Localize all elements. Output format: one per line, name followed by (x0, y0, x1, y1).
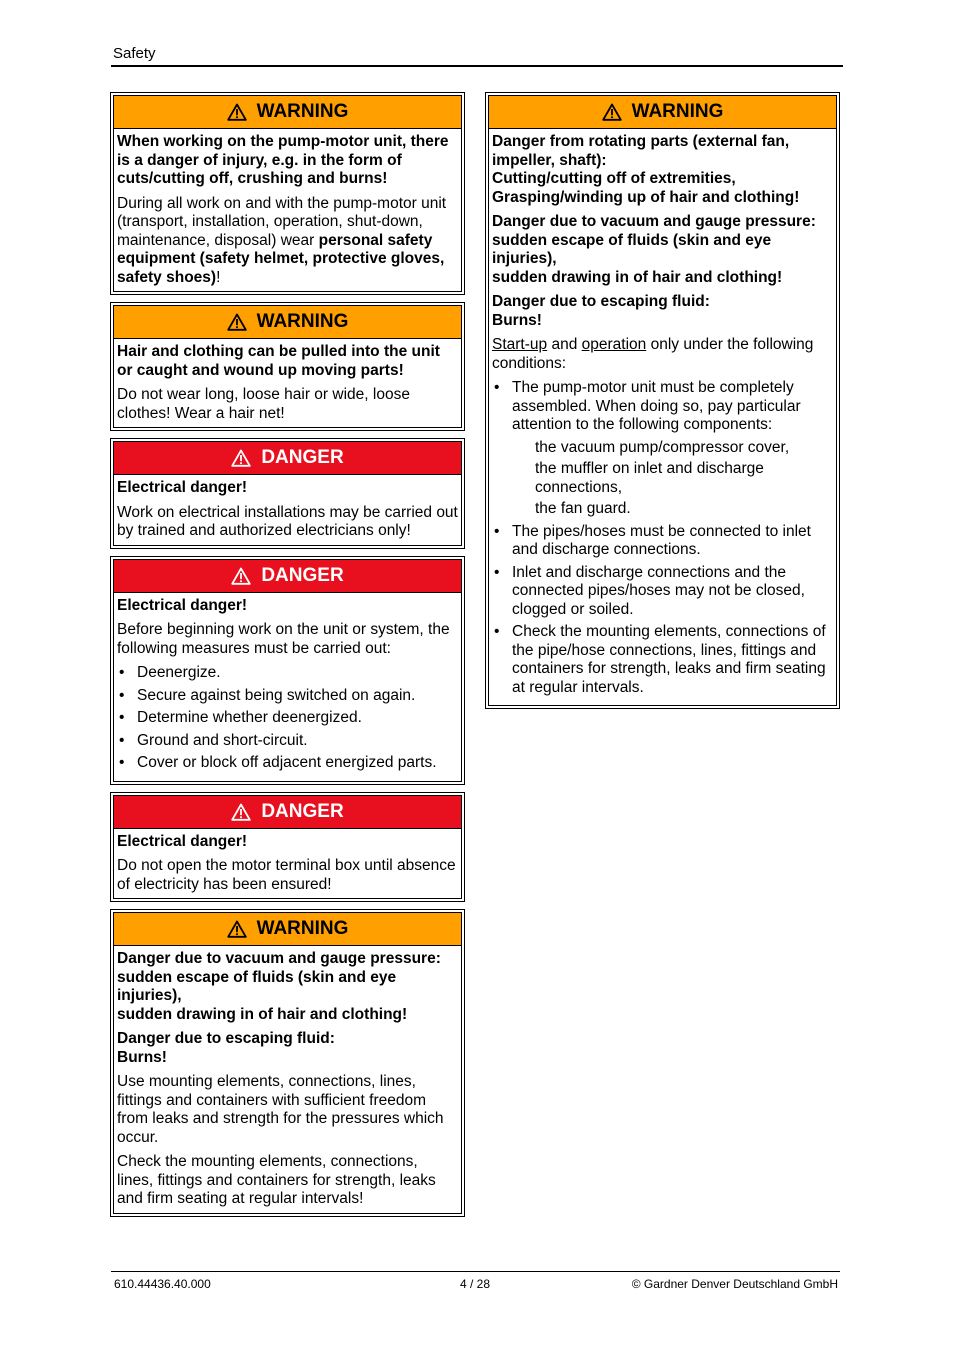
page-section-title: Safety (113, 45, 156, 62)
list-item: • The pump-motor unit must be completely assembled. When doing so, pay particular attention to the following components: the vacuum pump/compressor cover, the muffler on inlet and discharge connections, the fan guard. (492, 379, 833, 519)
list-item: • Secure against being switched on again. (117, 687, 458, 706)
footer-rule (111, 1271, 840, 1272)
right-column (485, 92, 840, 716)
danger-header (114, 442, 461, 475)
warning-header (114, 96, 461, 129)
warning-header (114, 913, 461, 946)
warning-box-rotating-parts (485, 92, 840, 709)
warning-triangle-icon (227, 103, 247, 121)
copyright: © Gardner Denver Deutschland GmbH (631, 1277, 838, 1291)
instruction-text: Do not wear long, loose hair or wide, loose clothes! Wear a hair net! (117, 386, 410, 422)
warning-label: WARNING (256, 101, 349, 122)
hazard-text: Danger due to vacuum and gauge pressure: sudden escape of fluids (skin and eye injuries), sudden drawing in of hair and clothing! (117, 950, 441, 1023)
danger-header (114, 796, 461, 829)
sub-item: the muffler on inlet and discharge connections, (535, 460, 764, 496)
list-item: • The pipes/hoses must be connected to inlet and discharge connections. (492, 523, 833, 560)
warning-header (489, 96, 836, 129)
warning-triangle-icon (231, 449, 251, 467)
warning-triangle-icon (227, 313, 247, 331)
instruction-text: Work on electrical installations may be carried out by trained and authorized electricians only! (117, 503, 458, 539)
danger-box-electrical-1 (110, 438, 465, 549)
warning-box-hair (110, 302, 465, 431)
instruction-text: During all work on and with the pump-motor unit (transport, installation, operation, shut-down, maintenance, disposal) wear personal safety equipment (safety helmet, protective gloves, safety shoes)! (117, 194, 447, 286)
hazard-text: Electrical danger! (117, 479, 248, 496)
operation-link[interactable]: operation (581, 336, 647, 353)
measures-list (117, 664, 458, 773)
warning-triangle-icon (227, 920, 247, 938)
conditions-list (492, 379, 833, 697)
instruction-text: Do not open the motor terminal box until absence of electricity has been ensured! (117, 857, 456, 893)
warning-box-pressure (110, 909, 465, 1217)
instruction-text: Check the mounting elements, connections, lines, fittings and containers for strength, leaks and firm seating at regular intervals! (117, 1153, 436, 1207)
hazard-text: Danger due to escaping fluid: Burns! (117, 1030, 335, 1066)
hazard-text: Electrical danger! (117, 832, 248, 850)
list-item: • Inlet and discharge connections and the connected pipes/hoses may not be closed, clogged or soiled. (492, 564, 833, 620)
danger-box-electrical-2 (110, 556, 465, 785)
danger-header (114, 560, 461, 593)
startup-link[interactable]: Start-up (492, 336, 548, 353)
header-rule (111, 65, 843, 67)
danger-label: DANGER (261, 564, 344, 586)
hazard-text: Hair and clothing can be pulled into the unit or caught and wound up moving parts! (117, 343, 440, 379)
page-number: 4 / 28 (460, 1277, 491, 1291)
warning-label: WARNING (631, 101, 724, 122)
document-number: 610.44436.40.000 (114, 1277, 211, 1291)
warning-triangle-icon (231, 803, 251, 821)
list-item: • Ground and short-circuit. (117, 732, 458, 751)
warning-header (114, 306, 461, 339)
danger-label: DANGER (261, 447, 344, 468)
hazard-text: Electrical danger! (117, 596, 248, 614)
hazard-text: When working on the pump-motor unit, there is a danger of injury, e.g. in the form of cuts/cutting off, crushing and burns! (117, 133, 449, 187)
sub-item: the vacuum pump/compressor cover, (535, 438, 790, 456)
instruction-text: Start-up and operation only under the following conditions: (492, 336, 814, 372)
hazard-text: Danger due to escaping fluid: Burns! (492, 293, 710, 329)
list-item: • Cover or block off adjacent energized parts. (117, 754, 458, 773)
danger-label: DANGER (261, 800, 344, 822)
instruction-text: Use mounting elements, connections, lines, fittings and containers with sufficient freedom from leaks and strength for the pressures which occur. (117, 1073, 444, 1146)
hazard-text: Danger due to vacuum and gauge pressure: sudden escape of fluids (skin and eye injuries), sudden drawing in of hair and clothing! (492, 213, 816, 286)
warning-label: WARNING (256, 311, 349, 332)
sub-item: the fan guard. (535, 500, 631, 517)
warning-label: WARNING (256, 918, 349, 939)
list-item: • Determine whether deenergized. (117, 709, 458, 728)
warning-triangle-icon (602, 103, 622, 121)
warning-triangle-icon (231, 567, 251, 585)
left-column (110, 92, 465, 1224)
instruction-text: Before beginning work on the unit or system, the following measures must be carried out: (117, 621, 450, 657)
hazard-text: Danger from rotating parts (external fan, impeller, shaft): Cutting/cutting off of extremities, Grasping/winding up of hair and clothing! (492, 133, 800, 206)
list-item: • Check the mounting elements, connections of the pipe/hose connections, lines, fittings and containers for strength, leaks and firm seating at regular intervals. (492, 623, 833, 697)
warning-box-ppe (110, 92, 465, 295)
list-item: • Deenergize. (117, 664, 458, 683)
danger-box-electrical-3 (110, 792, 465, 903)
